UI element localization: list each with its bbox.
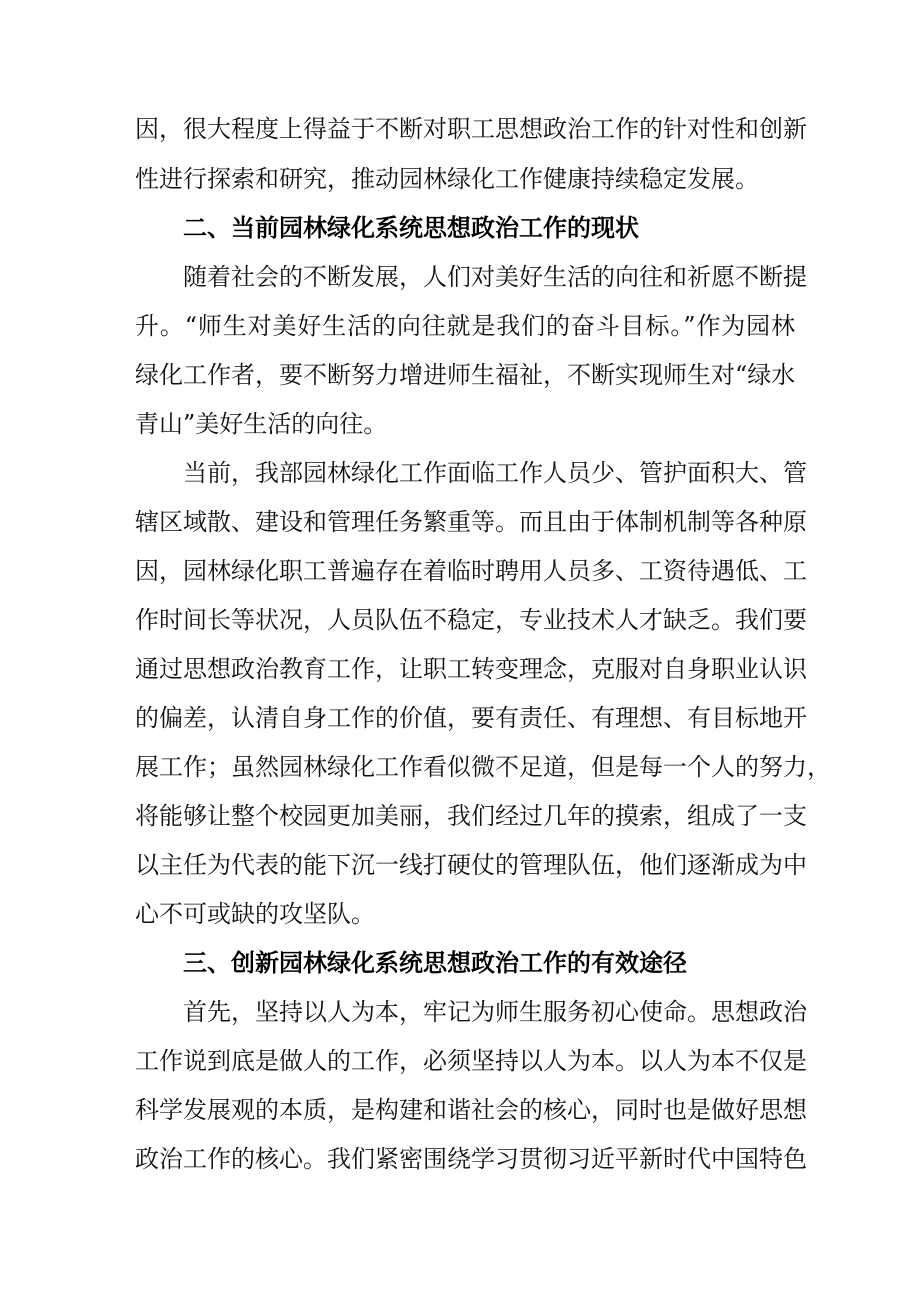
section-heading-2: 二、当前园林绿化系统思想政治工作的现状	[183, 214, 639, 242]
paragraph-line: 通过思想政治教育工作，让职工转变理念，克服对自身职业认识	[135, 655, 807, 683]
paragraph-line: 青山”美好生活的向往。	[135, 410, 388, 438]
paragraph-line: 将能够让整个校园更加美丽，我们经过几年的摸索，组成了一支	[135, 802, 807, 830]
paragraph-line: 因，很大程度上得益于不断对职工思想政治工作的针对性和创新	[135, 115, 807, 143]
paragraph-line: 因，园林绿化职工普遍存在着临时聘用人员多、工资待遇低、工	[135, 557, 807, 585]
paragraph-line: 以主任为代表的能下沉一线打硬仗的管理队伍，他们逐渐成为中	[135, 851, 807, 879]
paragraph-line: 首先，坚持以人为本，牢记为师生服务初心使命。思想政治	[183, 998, 807, 1026]
paragraph-line: 政治工作的核心。我们紧密围绕学习贯彻习近平新时代中国特色	[135, 1145, 807, 1173]
paragraph-line: 升。“师生对美好生活的向往就是我们的奋斗目标。”作为园林	[135, 312, 795, 340]
paragraph-line: 作时间长等状况，人员队伍不稳定，专业技术人才缺乏。我们要	[135, 606, 807, 634]
paragraph-line: 展工作；虽然园林绿化工作看似微不足道，但是每一个人的努力，	[135, 753, 831, 781]
paragraph-line: 科学发展观的本质，是构建和谐社会的核心，同时也是做好思想	[135, 1096, 807, 1124]
paragraph-line: 辖区域散、建设和管理任务繁重等。而且由于体制机制等各种原	[135, 508, 807, 536]
paragraph-line: 心不可或缺的攻坚队。	[135, 900, 375, 928]
section-heading-3: 三、创新园林绿化系统思想政治工作的有效途径	[183, 949, 687, 977]
paragraph-line: 随着社会的不断发展，人们对美好生活的向往和祈愿不断提	[183, 263, 807, 291]
paragraph-line: 当前，我部园林绿化工作面临工作人员少、管护面积大、管	[183, 459, 807, 487]
paragraph-line: 的偏差，认清自身工作的价值，要有责任、有理想、有目标地开	[135, 704, 807, 732]
paragraph-line: 性进行探索和研究，推动园林绿化工作健康持续稳定发展。	[135, 165, 759, 193]
paragraph-line: 工作说到底是做人的工作，必须坚持以人为本。以人为本不仅是	[135, 1047, 807, 1075]
paragraph-line: 绿化工作者，要不断努力增进师生福祉，不断实现师生对“绿水	[135, 361, 796, 389]
